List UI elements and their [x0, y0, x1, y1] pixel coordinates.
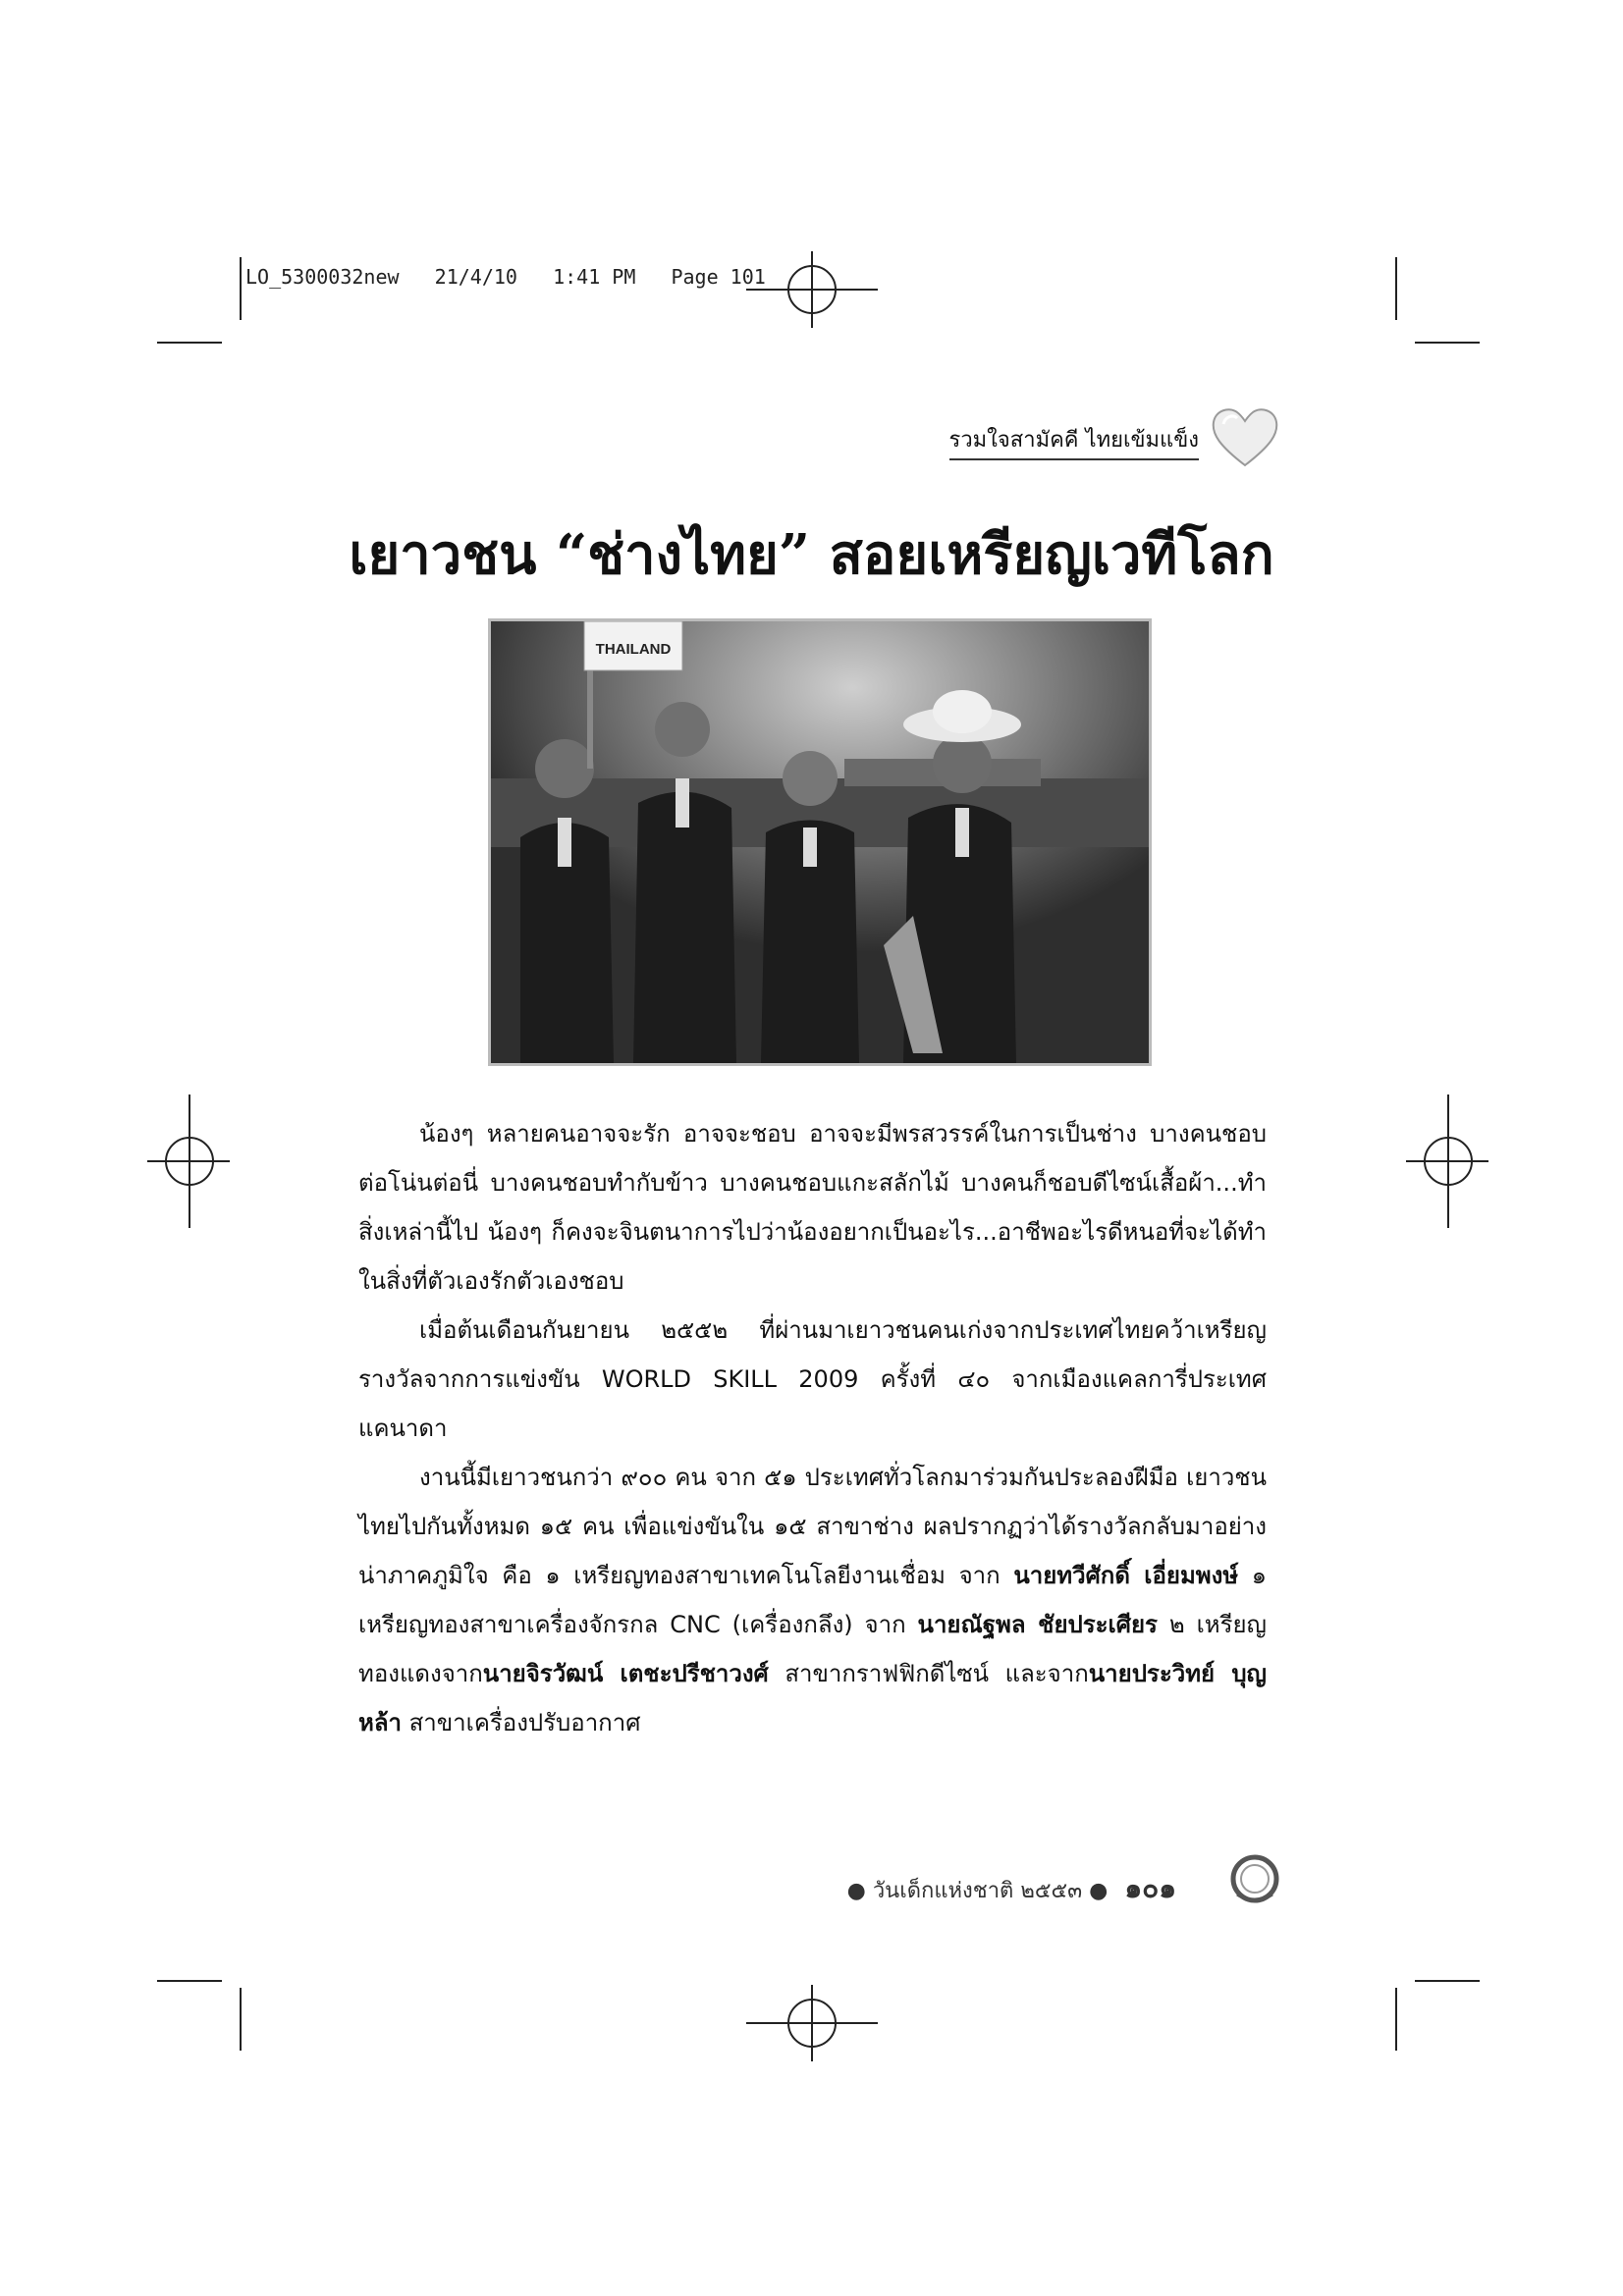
footer-text: ● วันเด็กแห่งชาติ ๒๕๕๓ ●: [846, 1879, 1109, 1903]
registration-line: [811, 251, 813, 328]
winner-name: นายณัฐพล ชัยประเศียร: [917, 1610, 1158, 1638]
paragraph-3-text: ๒ เหรียญทองแดงจาก: [358, 1611, 1267, 1687]
article-title: เยาวชน “ช่างไทย” สอยเหรียญเวทีโลก: [349, 522, 1274, 587]
crop-mark: [1415, 342, 1480, 344]
crop-mark: [240, 1988, 242, 2051]
photo-illustration: [491, 621, 1149, 1063]
crop-mark: [157, 342, 222, 344]
registration-line: [811, 1985, 813, 2061]
page-footer: [847, 1867, 1176, 1910]
winner-name: นายจิรวัฒน์ เตชะปรีชาวงศ์: [482, 1659, 769, 1687]
article-body: [358, 1109, 1267, 1747]
paragraph-3-text: ๑ เหรียญทองสาขาเครื่องจักรกล CNC (เครื่องกลึง) จาก: [358, 1562, 1268, 1638]
team-photo: [488, 618, 1152, 1066]
paragraph-3: [358, 1453, 1267, 1747]
crop-mark: [1415, 1980, 1480, 1982]
thailand-sign: THAILAND: [595, 641, 672, 658]
paragraph-3-text: สาขาเครื่องปรับอากาศ: [402, 1709, 641, 1736]
registration-line: [189, 1095, 190, 1228]
winner-name: นายประวิทย์ บุญหล้า: [358, 1659, 1267, 1736]
wreath-emblem-icon: [1227, 1851, 1282, 1906]
crop-mark: [1395, 1988, 1397, 2051]
heart-icon: [1210, 404, 1280, 469]
crop-mark: [1395, 257, 1397, 320]
running-header-text: รวมใจสามัคคี ไทยเข้มแข็ง: [949, 428, 1200, 460]
winner-name: นายทวีศักดิ์ เอี่ยมพงษ์: [1013, 1561, 1239, 1589]
paragraph-1: น้องๆ หลายคนอาจจะรัก อาจจะชอบ อาจจะมีพรสวรรค์ในการเป็นช่าง บางคนชอบต่อโน่นต่อนี่ บางคนชอบทำกับข้าว บางคนชอบแกะสลักไม้ บางคนก็ชอบดีไซน์เสื้อผ้า...ทำสิ่งเหล่านี้ไป น้องๆ ก็คงจะจินตนาการไปว่าน้องอยากเป็นอะไร...อาชีพอะไรดีหนอที่จะได้ทำในสิ่งที่ตัวเองรักตัวเองชอบ: [358, 1120, 1267, 1295]
registration-line: [1447, 1095, 1449, 1228]
crop-mark: [240, 257, 242, 320]
print-slug: LO_5300032new 21/4/10 1:41 PM Page 101: [245, 265, 766, 289]
paragraph-2: เมื่อต้นเดือนกันยายน ๒๕๕๒ ที่ผ่านมาเยาวชนคนเก่งจากประเทศไทยคว้าเหรียญรางวัลจากการแข่งขัน WORLD SKILL 2009 ครั้งที่ ๔๐ จากเมืองแคลการี่ประเทศแคนาดา: [358, 1316, 1267, 1442]
crop-mark: [157, 1980, 222, 1982]
running-header: [949, 422, 1200, 456]
paragraph-3-text: งานนี้มีเยาวชนกว่า ๙๐๐ คน จาก ๕๑ ประเทศทั่วโลกมาร่วมกันประลองฝีมือ เยาวชนไทยไปกันทั้งหมด ๑๕ คน เพื่อแข่งขันใน ๑๕ สาขาช่าง ผลปรากฏว่าได้รางวัลกลับมาอย่างน่าภาคภูมิใจ คือ ๑ เหรียญทองสาขาเทคโนโลยีงานเชื่อม จาก: [358, 1464, 1267, 1589]
page-number: ๑๐๑: [1124, 1872, 1176, 1904]
paragraph-3-text: สาขากราฟฟิกดีไซน์ และจาก: [768, 1660, 1089, 1687]
